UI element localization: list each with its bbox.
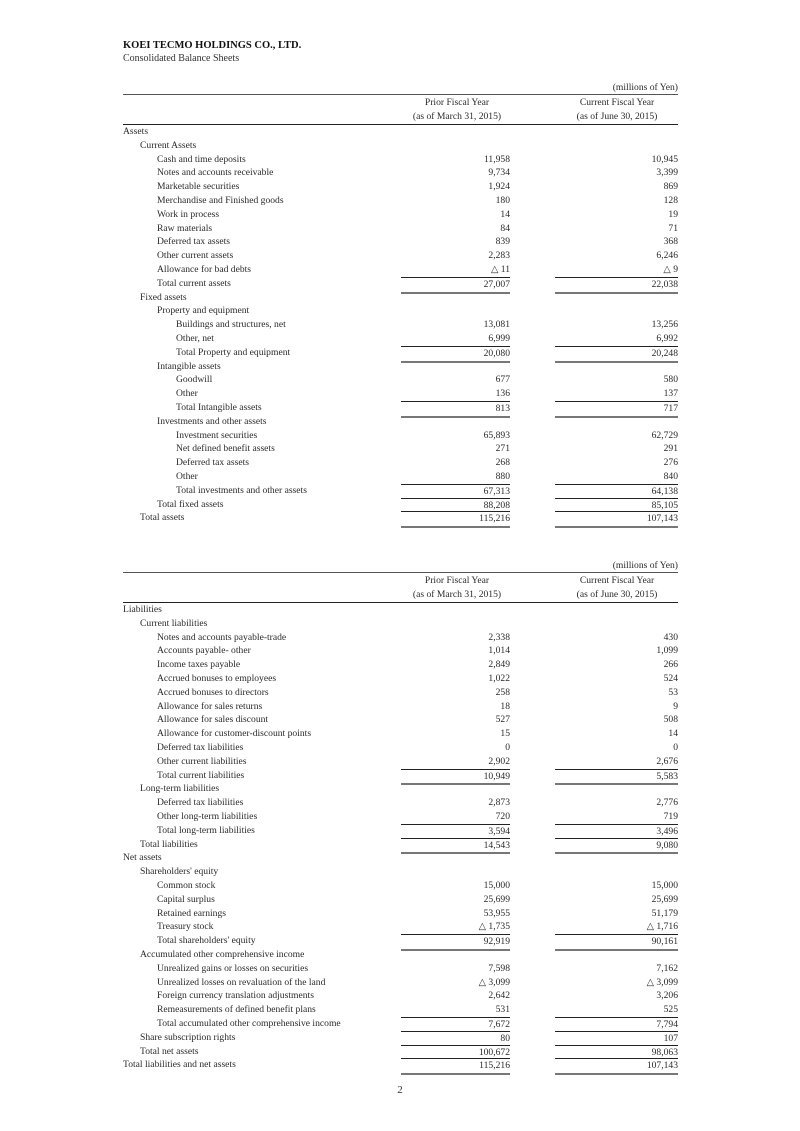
row-label: Other long-term liabilities xyxy=(157,810,258,822)
row-label: Liabilities xyxy=(123,604,162,615)
row-label: Total Property and equipment xyxy=(176,346,291,358)
prior-year-value: 1,924 xyxy=(488,181,510,193)
current-year-value: 107,143 xyxy=(555,511,678,528)
row-label: Allowance for sales returns xyxy=(157,700,263,712)
row-label: Allowance for customer-discount points xyxy=(157,728,312,740)
table-row xyxy=(123,755,678,769)
total-row xyxy=(123,511,678,525)
company-name: KOEI TECMO HOLDINGS CO., LTD. xyxy=(123,40,302,51)
row-label: Allowance for sales discount xyxy=(157,714,269,726)
current-fiscal-year-header: Current Fiscal Year (as of June 30, 2015) xyxy=(576,575,658,600)
prior-year-value: 100,672 xyxy=(401,1045,510,1060)
prior-fiscal-year-header: Prior Fiscal Year (as of March 31, 2015) xyxy=(412,575,502,600)
prior-year-value: 10,949 xyxy=(401,769,510,786)
current-year-value: 0 xyxy=(673,741,678,753)
section-heading-row xyxy=(123,125,678,139)
prior-year-value: 2,283 xyxy=(488,250,510,262)
total-row xyxy=(123,1058,678,1072)
prior-year-value: 7,672 xyxy=(401,1017,510,1032)
prior-year-value: 80 xyxy=(401,1031,510,1046)
current-year-value: 266 xyxy=(663,659,678,671)
row-label: Allowance for bad debts xyxy=(157,263,252,275)
section-heading-row xyxy=(123,851,678,865)
current-year-value: 717 xyxy=(555,401,678,418)
row-label: Net assets xyxy=(123,852,162,864)
row-label: Total current liabilities xyxy=(157,769,245,781)
row-label: Other, net xyxy=(176,332,214,344)
row-label: Intangible assets xyxy=(157,360,221,372)
current-year-value: 14 xyxy=(668,728,678,740)
page-number: 2 xyxy=(397,1084,403,1096)
prior-year-value: 813 xyxy=(401,401,510,418)
table-row xyxy=(123,976,678,990)
row-label: Goodwill xyxy=(176,374,213,386)
row-label: Merchandise and Finished goods xyxy=(157,194,284,206)
current-year-value: 107,143 xyxy=(555,1058,678,1075)
current-fiscal-year-header: Current Fiscal Year (as of June 30, 2015) xyxy=(576,97,658,122)
row-label: Buildings and structures, net xyxy=(176,319,286,331)
total-row xyxy=(123,484,678,498)
row-label: Foreign currency translation adjustments xyxy=(157,990,314,1002)
section-heading-row xyxy=(123,603,678,617)
liabilities-net-assets-table xyxy=(123,559,678,1072)
prior-year-value: 84 xyxy=(500,222,510,234)
prior-year-value: 180 xyxy=(495,194,510,206)
table-row xyxy=(123,686,678,700)
table-row xyxy=(123,442,678,456)
row-label: Total fixed assets xyxy=(157,498,224,510)
row-label: Total assets xyxy=(140,512,185,524)
row-label: Net defined benefit assets xyxy=(176,443,275,455)
prior-year-value: 1,022 xyxy=(488,672,510,684)
current-year-value: 1,099 xyxy=(656,645,678,657)
column-header xyxy=(123,572,678,603)
section-heading-row xyxy=(123,617,678,631)
prior-year-value: 3,594 xyxy=(401,824,510,839)
row-label: Accrued bonuses to employees xyxy=(157,672,277,684)
table-row xyxy=(123,222,678,236)
total-row xyxy=(123,838,678,852)
current-year-value: 90,161 xyxy=(555,934,678,951)
prior-year-value: 7,598 xyxy=(488,962,510,974)
total-row xyxy=(123,1031,678,1045)
table-row xyxy=(123,700,678,714)
row-label: Raw materials xyxy=(157,222,213,234)
current-year-value: △ 1,716 xyxy=(646,921,678,933)
row-label: Fixed assets xyxy=(140,291,187,303)
section-heading-row xyxy=(123,139,678,153)
current-year-value: 840 xyxy=(663,470,678,482)
current-year-value: 7,794 xyxy=(555,1017,678,1032)
row-label: Work in process xyxy=(157,208,220,220)
prior-year-value: 531 xyxy=(495,1004,510,1016)
table-row xyxy=(123,263,678,277)
current-year-value: 9 xyxy=(673,700,678,712)
table-row xyxy=(123,727,678,741)
row-label: Remeasurements of defined benefit plans xyxy=(157,1004,316,1016)
prior-year-value: 136 xyxy=(495,388,510,400)
table-row xyxy=(123,741,678,755)
table-row xyxy=(123,989,678,1003)
total-row xyxy=(123,346,678,360)
prior-year-value: 25,699 xyxy=(483,893,510,905)
row-label: Assets xyxy=(123,126,149,137)
prior-year-value: 88,208 xyxy=(401,498,510,513)
current-year-value: 71 xyxy=(668,222,678,234)
row-label: Total net assets xyxy=(140,1045,199,1057)
assets-table xyxy=(123,81,678,525)
row-label: Unrealized gains or losses on securities xyxy=(157,962,309,974)
prior-year-value: 720 xyxy=(495,810,510,822)
current-year-value: 525 xyxy=(663,1004,678,1016)
table-row xyxy=(123,387,678,401)
section-heading-row xyxy=(123,415,678,429)
table-row xyxy=(123,235,678,249)
table-row xyxy=(123,920,678,934)
prior-year-value: 14 xyxy=(500,208,510,220)
row-label: Current Assets xyxy=(140,139,197,151)
table-row xyxy=(123,470,678,484)
row-label: Investment securities xyxy=(176,429,258,441)
table-row xyxy=(123,713,678,727)
table-row xyxy=(123,194,678,208)
prior-year-value: 6,999 xyxy=(488,332,510,344)
table-row xyxy=(123,429,678,443)
table-row xyxy=(123,631,678,645)
table-row xyxy=(123,166,678,180)
table-row xyxy=(123,644,678,658)
section-heading-row xyxy=(123,291,678,305)
row-label: Deferred tax assets xyxy=(157,236,230,248)
section-heading-row xyxy=(123,948,678,962)
prior-year-value: 2,849 xyxy=(488,659,510,671)
prior-year-value: 92,919 xyxy=(401,934,510,951)
row-label: Property and equipment xyxy=(157,305,250,317)
current-year-value: 9,080 xyxy=(555,838,678,855)
current-year-value: 20,248 xyxy=(555,346,678,363)
column-header xyxy=(123,94,678,125)
row-label: Share subscription rights xyxy=(140,1031,236,1043)
prior-year-value: 0 xyxy=(505,741,510,753)
prior-year-value: 20,080 xyxy=(401,346,510,363)
row-label: Deferred tax liabilities xyxy=(157,741,244,753)
current-year-value: 25,699 xyxy=(651,893,678,905)
table-row xyxy=(123,153,678,167)
prior-year-value: 2,642 xyxy=(488,990,510,1002)
section-heading-row xyxy=(123,360,678,374)
row-label: Total accumulated other comprehensive income xyxy=(157,1017,341,1029)
current-year-value: 508 xyxy=(663,714,678,726)
row-label: Deferred tax liabilities xyxy=(157,797,244,809)
total-row xyxy=(123,498,678,512)
current-year-value: △ 9 xyxy=(663,263,678,275)
current-year-value: 64,138 xyxy=(555,484,678,499)
row-label: Accumulated other comprehensive income xyxy=(140,948,305,960)
table-row xyxy=(123,962,678,976)
current-year-value: 524 xyxy=(663,672,678,684)
total-row xyxy=(123,401,678,415)
table-row xyxy=(123,658,678,672)
table-row xyxy=(123,249,678,263)
current-year-value: 19 xyxy=(668,208,678,220)
prior-year-value: 115,216 xyxy=(401,511,510,528)
current-year-value: 3,399 xyxy=(656,167,678,179)
row-label: Shareholders' equity xyxy=(140,866,219,878)
row-label: Income taxes payable xyxy=(157,659,241,671)
row-label: Total Intangible assets xyxy=(176,401,262,413)
prior-year-value: 14,543 xyxy=(401,838,510,855)
row-label: Notes and accounts receivable xyxy=(157,167,274,179)
table-row xyxy=(123,796,678,810)
total-row xyxy=(123,1017,678,1031)
units-note: (millions of Yen) xyxy=(612,560,678,571)
prior-year-value: 15,000 xyxy=(483,879,510,891)
current-year-value: 2,676 xyxy=(656,755,678,767)
prior-year-value: 13,081 xyxy=(483,319,510,331)
table-row xyxy=(123,318,678,332)
prior-year-value: 880 xyxy=(495,470,510,482)
prior-year-value: 271 xyxy=(495,443,510,455)
table-row xyxy=(123,332,678,346)
row-label: Accrued bonuses to directors xyxy=(157,686,269,698)
row-label: Marketable securities xyxy=(157,181,240,193)
prior-year-value: △ 11 xyxy=(490,263,510,275)
table-row xyxy=(123,879,678,893)
current-year-value: 7,162 xyxy=(656,962,678,974)
prior-year-value: 67,313 xyxy=(401,484,510,499)
row-label: Retained earnings xyxy=(157,907,226,919)
current-year-value: 62,729 xyxy=(651,429,678,441)
row-label: Total shareholders' equity xyxy=(157,935,256,947)
row-label: Notes and accounts payable-trade xyxy=(157,631,287,643)
row-label: Total investments and other assets xyxy=(176,484,307,496)
row-label: Capital surplus xyxy=(157,893,215,905)
prior-year-value: 15 xyxy=(500,728,510,740)
row-label: Treasury stock xyxy=(157,921,214,933)
current-year-value: 368 xyxy=(663,236,678,248)
current-year-value: 6,246 xyxy=(656,250,678,262)
total-row xyxy=(123,824,678,838)
row-label: Long-term liabilities xyxy=(140,783,220,795)
current-year-value: 719 xyxy=(663,810,678,822)
row-label: Total liabilities xyxy=(140,838,198,850)
current-year-value: 85,105 xyxy=(555,498,678,513)
current-year-value: △ 3,099 xyxy=(646,976,678,988)
prior-year-value: 9,734 xyxy=(488,167,510,179)
table-row xyxy=(123,907,678,921)
current-year-value: 10,945 xyxy=(651,153,678,165)
row-label: Other xyxy=(176,388,198,400)
prior-fiscal-year-header: Prior Fiscal Year (as of March 31, 2015) xyxy=(412,97,502,122)
current-year-value: 276 xyxy=(663,457,678,469)
prior-year-value: 677 xyxy=(495,374,510,386)
current-year-value: 3,496 xyxy=(555,824,678,839)
current-year-value: 291 xyxy=(663,443,678,455)
prior-year-value: 268 xyxy=(495,457,510,469)
row-label: Total current assets xyxy=(157,277,231,289)
row-label: Accounts payable- other xyxy=(157,645,251,657)
prior-year-value: △ 1,735 xyxy=(478,921,510,933)
prior-year-value: 839 xyxy=(495,236,510,248)
current-year-value: 22,038 xyxy=(555,277,678,294)
total-row xyxy=(123,277,678,291)
prior-year-value: 258 xyxy=(495,686,510,698)
current-year-value: 128 xyxy=(663,194,678,206)
row-label: Other current assets xyxy=(157,250,234,262)
current-year-value: 107 xyxy=(555,1031,678,1046)
assets-rows xyxy=(123,125,678,525)
liabilities-rows xyxy=(123,603,678,1072)
table-row xyxy=(123,180,678,194)
current-year-value: 5,583 xyxy=(555,769,678,786)
prior-year-value: △ 3,099 xyxy=(478,976,510,988)
current-year-value: 869 xyxy=(663,181,678,193)
prior-year-value: 53,955 xyxy=(483,907,510,919)
table-row xyxy=(123,208,678,222)
row-label: Other current liabilities xyxy=(157,755,247,767)
prior-year-value: 2,873 xyxy=(488,797,510,809)
row-label: Total long-term liabilities xyxy=(157,824,255,836)
section-heading-row xyxy=(123,304,678,318)
row-label: Cash and time deposits xyxy=(157,153,246,165)
units-note: (millions of Yen) xyxy=(612,82,678,93)
prior-year-value: 2,902 xyxy=(488,755,510,767)
prior-year-value: 65,893 xyxy=(483,429,510,441)
prior-year-value: 527 xyxy=(495,714,510,726)
table-row xyxy=(123,373,678,387)
current-year-value: 6,992 xyxy=(656,332,678,344)
row-label: Current liabilities xyxy=(140,617,208,629)
prior-year-value: 2,338 xyxy=(488,631,510,643)
current-year-value: 98,063 xyxy=(555,1045,678,1060)
section-heading-row xyxy=(123,782,678,796)
prior-year-value: 1,014 xyxy=(488,645,510,657)
row-label: Unrealized losses on revaluation of the land xyxy=(157,976,326,988)
total-row xyxy=(123,934,678,948)
row-label: Investments and other assets xyxy=(157,415,267,427)
prior-year-value: 115,216 xyxy=(401,1058,510,1075)
row-label: Total liabilities and net assets xyxy=(123,1059,236,1071)
prior-year-value: 11,958 xyxy=(483,153,510,165)
prior-year-value: 27,007 xyxy=(401,277,510,294)
prior-year-value: 18 xyxy=(500,700,510,712)
current-year-value: 51,179 xyxy=(651,907,678,919)
current-year-value: 430 xyxy=(663,631,678,643)
row-label: Common stock xyxy=(157,879,216,891)
table-row xyxy=(123,456,678,470)
current-year-value: 13,256 xyxy=(651,319,678,331)
table-row xyxy=(123,672,678,686)
current-year-value: 15,000 xyxy=(651,879,678,891)
current-year-value: 2,776 xyxy=(656,797,678,809)
document-title: Consolidated Balance Sheets xyxy=(123,53,240,64)
row-label: Other xyxy=(176,470,198,482)
current-year-value: 3,206 xyxy=(656,990,678,1002)
table-row xyxy=(123,1003,678,1017)
current-year-value: 53 xyxy=(668,686,678,698)
total-row xyxy=(123,769,678,783)
section-heading-row xyxy=(123,865,678,879)
current-year-value: 580 xyxy=(663,374,678,386)
current-year-value: 137 xyxy=(663,388,678,400)
total-row xyxy=(123,1045,678,1059)
row-label: Deferred tax assets xyxy=(176,457,249,469)
table-row xyxy=(123,893,678,907)
table-row xyxy=(123,810,678,824)
